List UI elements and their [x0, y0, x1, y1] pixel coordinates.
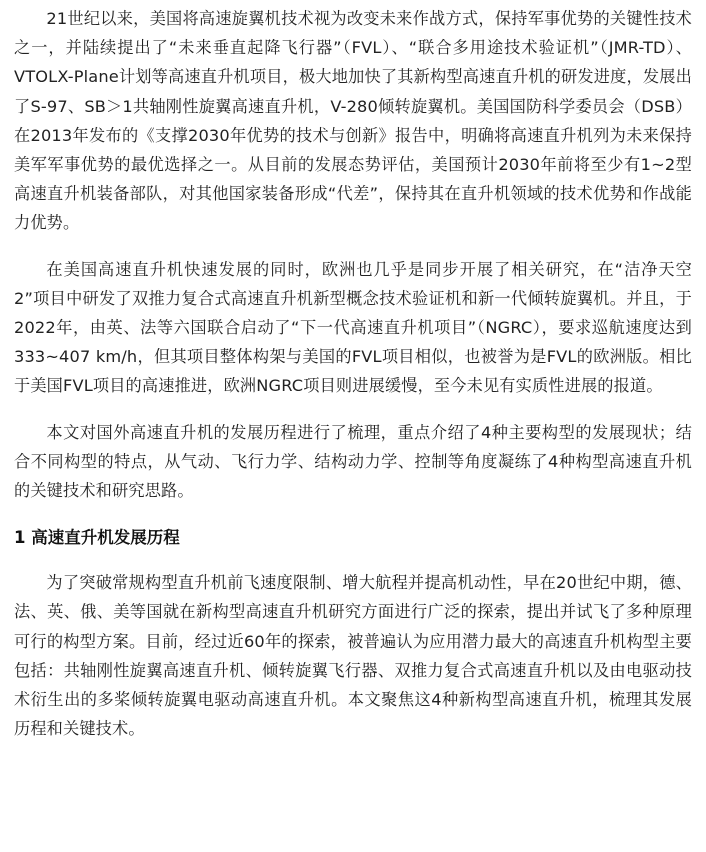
intro-paragraph-scope: 本文对国外高速直升机的发展历程进行了梳理，重点介绍了4种主要构型的发展现状；结合不同构型的特点，从气动、飞行力学、结构动力学、控制等角度凝练了4种构型高速直升机的关键技术和研究思路。 — [14, 422, 692, 501]
section-heading: 1 高速直升机发展历程 — [14, 528, 180, 548]
section-paragraph: 为了突破常规构型直升机前飞速度限制、增大航程并提高机动性，早在20世纪中期，德、法、英、俄、美等国就在新构型高速直升机研究方面进行广泛的探索，提出并试飞了多种原理可行的构型方案。目前，经过近60年的探索，被普遍认为应用潜力最大的高速直升机构型主要包括：共轴刚性旋翼高速直升机、倾转旋翼飞行器、双推力复合式高速直升机以及由电驱动技术衍生出的多桨倾转旋翼电驱动高速直升机。本文聚焦这4种新构型高速直升机，梳理其发展历程和关键技术。 — [14, 573, 692, 739]
intro-paragraph-europe: 在美国高速直升机快速发展的同时，欧洲也几乎是同步开展了相关研究，在“洁净天空2”项目中研发了双推力复合式高速直升机新型概念技术验证机和新一代倾转旋翼机。并且，于2022年，由英、法等六国联合启动了“下一代高速直升机项目”（NGRC），要求巡航速度达到333~407 km/h，但其项目整体构架与美国的FVL项目相似，也被誉为是FVL的欧洲版。相比于美国FVL项目的高速推进，欧洲NGRC项目则进展缓慢，至今未见有实质性进展的报道。 — [14, 259, 692, 396]
intro-paragraph-us: 21世纪以来，美国将高速旋翼机技术视为改变未来作战方式，保持军事优势的关键性技术之一，并陆续提出了“未来垂直起降飞行器”（FVL）、“联合多用途技术验证机”（JMR-TD）、VTOLX-Plane计划等高速直升机项目，极大地加快了其新构型高速直升机的研发进度，发展出了S-97、SB＞1共轴刚性旋翼高速直升机，V-280倾转旋翼机。美国国防科学委员会（DSB）在2013年发布的《支撑2030年优势的技术与创新》报告中，明确将高速直升机列为未来保持美军军事优势的最优选择之一。从目前的发展态势评估，美国预计2030年前将至少有1~2型高速直升机装备部队，对其他国家装备形成“代差”，保持其在直升机领域的技术优势和作战能力优势。 — [14, 9, 692, 233]
article-body — [14, 4, 692, 743]
